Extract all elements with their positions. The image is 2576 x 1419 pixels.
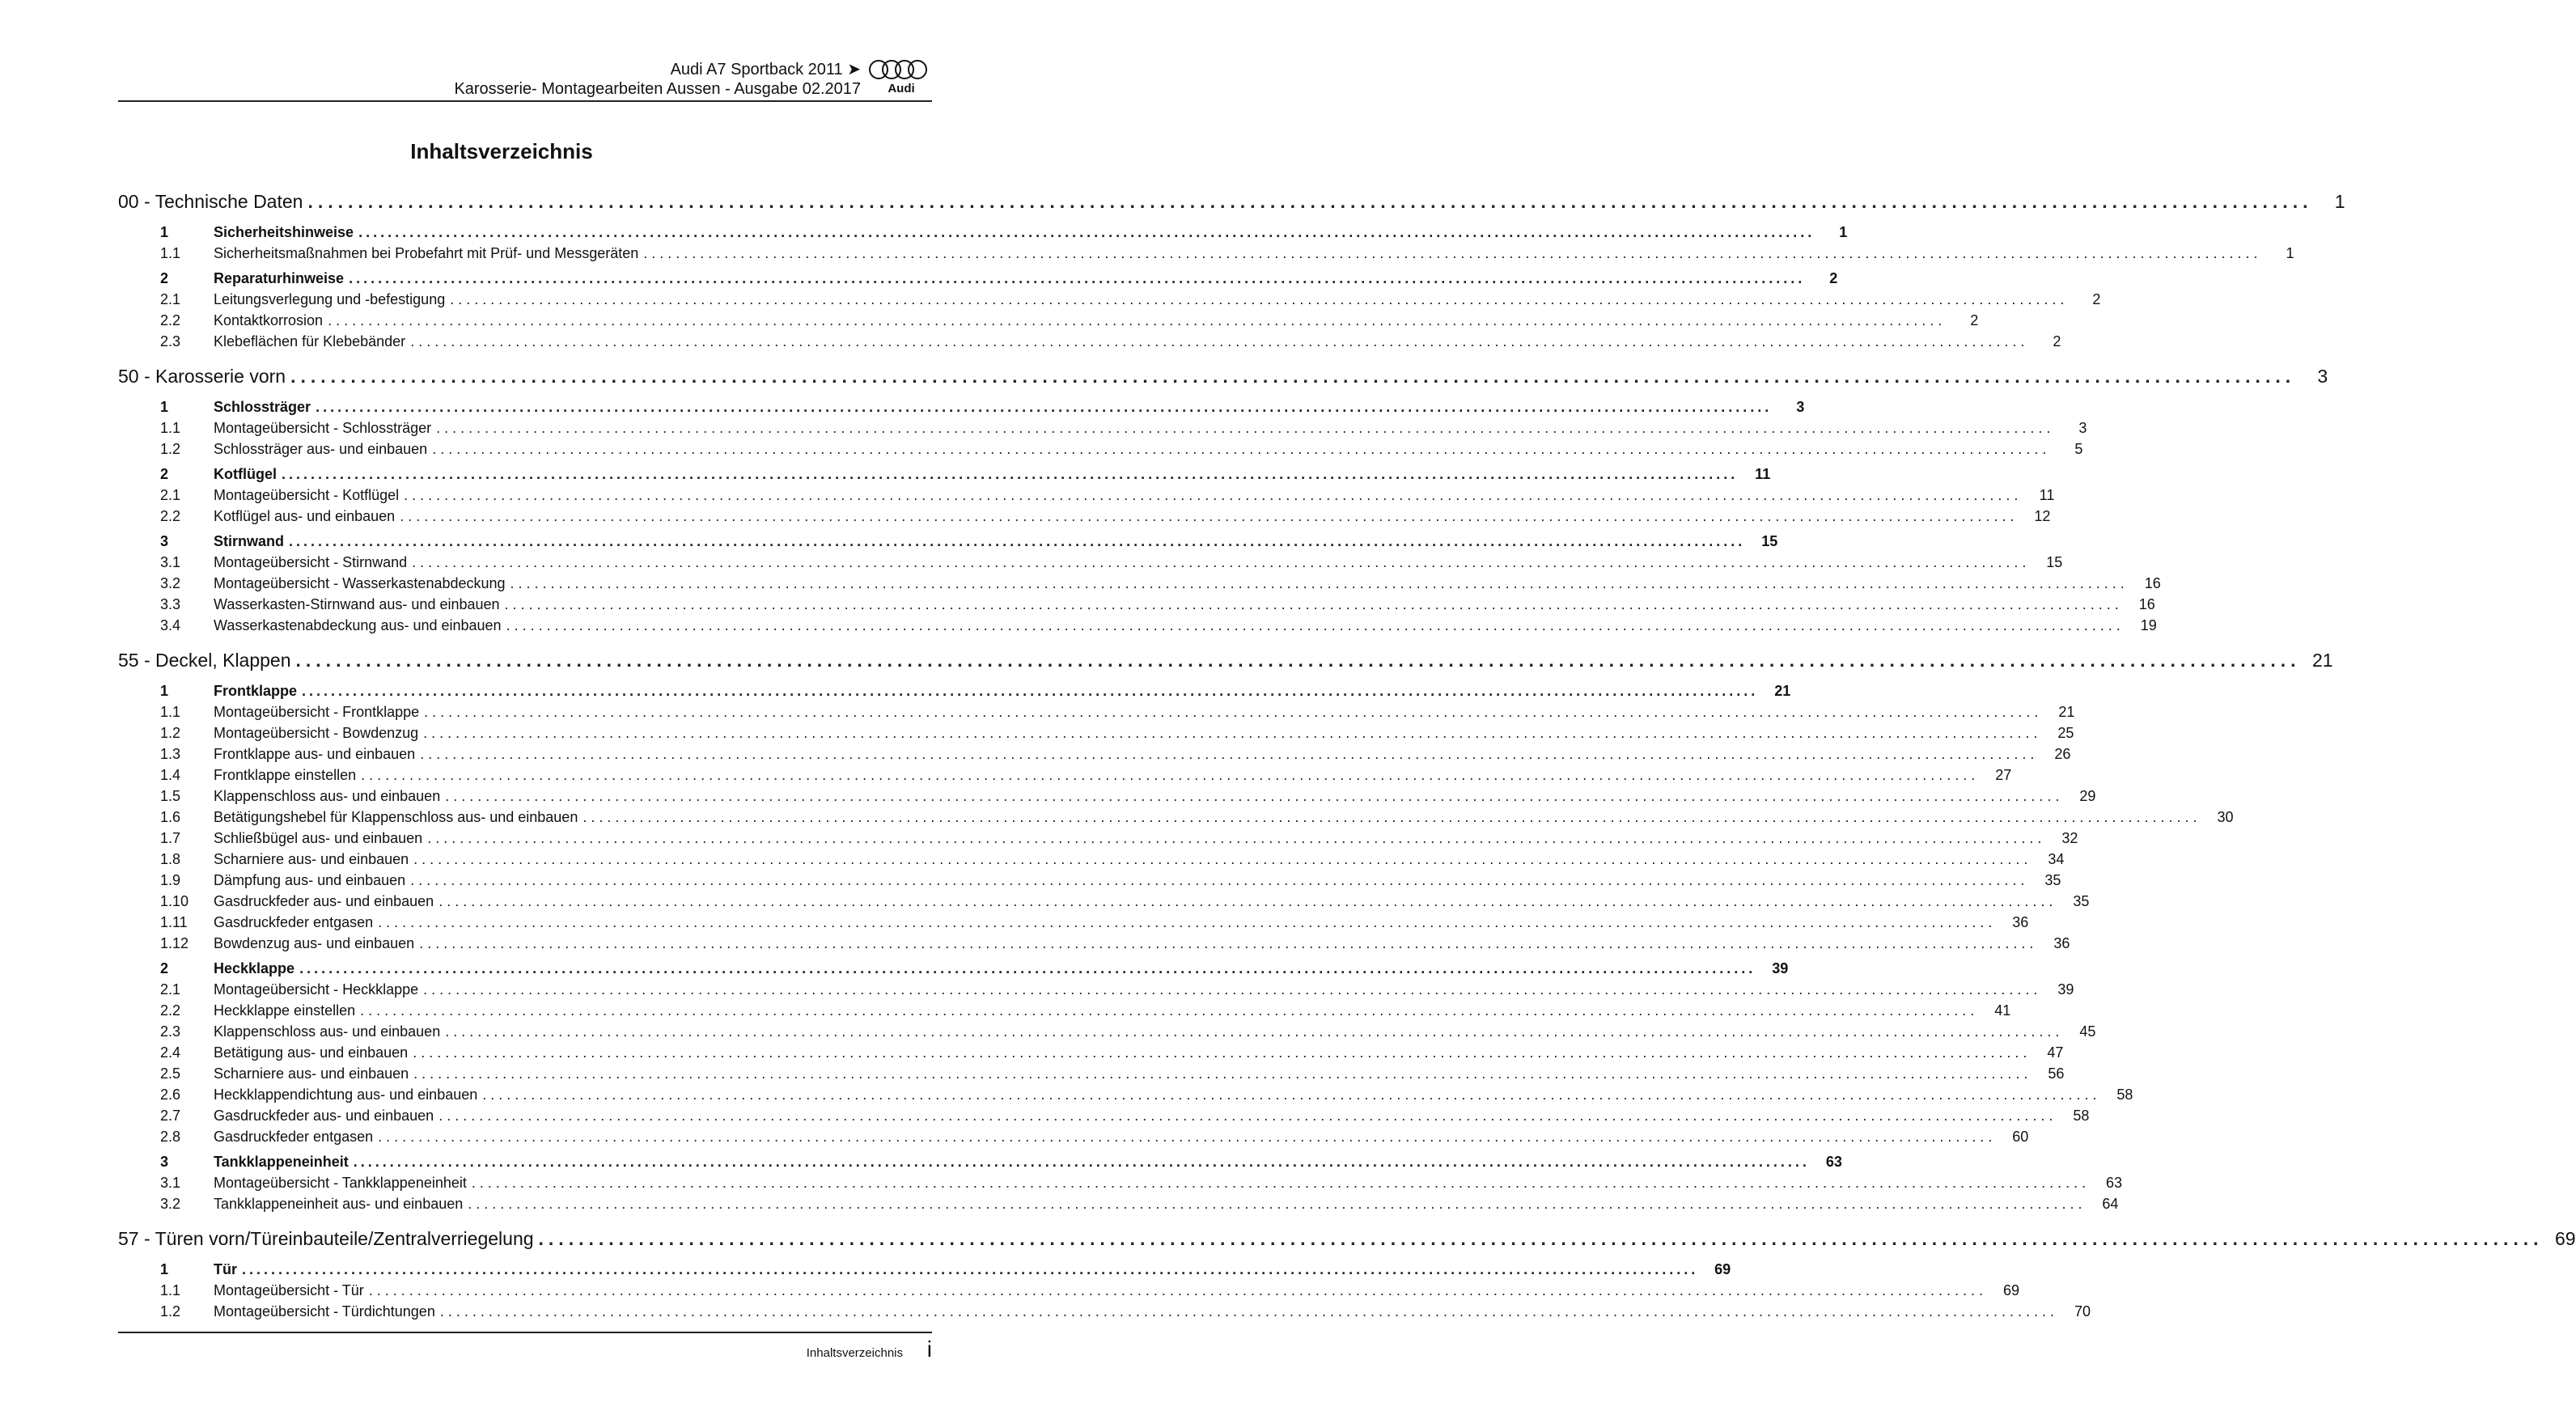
toc-label: Leitungsverlegung und -befestigung xyxy=(214,291,446,307)
dot-leader: ........................................................................................................................................................................................................ xyxy=(439,1303,2059,1319)
dot-leader: ........................................................................................................................................................................................................ xyxy=(506,617,2125,633)
toc-label: Schließbügel aus- und einbauen xyxy=(214,830,423,846)
toc-label: Montageübersicht - Kotflügel xyxy=(214,487,400,503)
toc-label: Wasserkasten-Stirnwand aus- und einbauen xyxy=(214,596,500,612)
toc-label: 55 - Deckel, Klappen xyxy=(118,650,291,671)
dot-leader: ........................................................................................................................................................................................................ xyxy=(307,191,2313,212)
toc-chapter-heading[interactable] xyxy=(118,191,2345,220)
page-footer xyxy=(118,1332,932,1362)
dot-leader: ........................................................................................................................................................................................................ xyxy=(290,366,2296,387)
toc-entry[interactable] xyxy=(118,617,2157,638)
toc-page-number: 11 xyxy=(1755,466,1771,482)
dot-leader: ........................................................................................................................................................................................................ xyxy=(349,270,1806,286)
toc-page-number: 56 xyxy=(2048,1065,2065,1082)
toc-entry[interactable] xyxy=(118,291,2101,312)
toc-number: 2.2 xyxy=(160,1002,181,1019)
dot-leader: ........................................................................................................................................................................................................ xyxy=(282,466,1739,482)
toc-entry[interactable] xyxy=(118,1065,2065,1086)
toc-number: 1 xyxy=(160,683,169,699)
toc-label: Gasdruckfeder entgasen xyxy=(214,914,374,930)
toc-number: 3.1 xyxy=(160,554,181,570)
toc-page-number: 58 xyxy=(2116,1086,2133,1103)
toc-entry[interactable] xyxy=(118,1129,2029,1150)
toc-page-number: 16 xyxy=(2138,596,2155,612)
toc-entry[interactable] xyxy=(118,704,2075,725)
toc-page-number: 1 xyxy=(2286,245,2294,261)
toc-entry[interactable] xyxy=(118,441,2083,462)
toc-number: 1.2 xyxy=(160,441,181,457)
dot-leader: ........................................................................................................................................................................................................ xyxy=(504,596,2123,612)
dot-leader: ........................................................................................................................................................................................................ xyxy=(378,914,1997,930)
toc-label: Schlossträger aus- und einbauen xyxy=(214,441,428,457)
dot-leader: ........................................................................................................................................................................................................ xyxy=(424,704,2043,720)
toc-entry[interactable] xyxy=(118,420,2087,441)
toc-section-heading[interactable] xyxy=(118,533,1778,554)
dot-leader: ........................................................................................................................................................................................................ xyxy=(420,746,2039,762)
toc-page-number: 36 xyxy=(2012,914,2029,930)
toc-number: 1 xyxy=(160,399,169,415)
toc-page-number: 69 xyxy=(2002,1282,2019,1298)
dot-leader: ........................................................................................................................................................................................................ xyxy=(450,291,2069,307)
dot-leader: ........................................................................................................................................................................................................ xyxy=(482,1086,2101,1103)
toc-page-number: 21 xyxy=(2058,704,2075,720)
toc-section xyxy=(118,683,2234,956)
toc-entry[interactable] xyxy=(118,767,2012,788)
dot-leader: ........................................................................................................................................................................................................ xyxy=(299,960,1756,976)
toc-page-number: 2 xyxy=(1970,312,1979,328)
toc-page-number: 3 xyxy=(1796,399,1805,415)
toc-entry[interactable] xyxy=(118,872,2061,893)
toc-entry[interactable] xyxy=(118,1303,2091,1324)
toc-number: 3.3 xyxy=(160,596,181,612)
toc-page-number: 64 xyxy=(2102,1196,2119,1212)
toc-entry[interactable] xyxy=(118,935,2070,956)
toc-page-number: 2 xyxy=(1829,270,1838,286)
toc-number: 2.8 xyxy=(160,1129,181,1145)
toc-entry[interactable] xyxy=(118,725,2074,746)
toc-page-number: 60 xyxy=(2012,1129,2029,1145)
toc-page-number: 2 xyxy=(2092,291,2101,307)
toc-label: Betätigungshebel für Klappenschloss aus- und einbauen xyxy=(214,809,578,825)
toc-number: 1.9 xyxy=(160,872,181,888)
toc-entry[interactable] xyxy=(118,809,2234,830)
toc-entry[interactable] xyxy=(118,746,2071,767)
dot-leader: ........................................................................................................................................................................................................ xyxy=(432,441,2051,457)
toc-label: Montageübersicht - Tür xyxy=(214,1282,364,1298)
toc-entry[interactable] xyxy=(118,333,2061,354)
footer-page-number: i xyxy=(926,1336,932,1362)
dot-leader: ........................................................................................................................................................................................................ xyxy=(439,1108,2057,1124)
toc-page-number: 45 xyxy=(2079,1023,2096,1040)
toc-label: Montageübersicht - Wasserkastenabdeckung xyxy=(214,575,506,591)
toc-number: 1.1 xyxy=(160,704,181,720)
dot-leader: ........................................................................................................................................................................................................ xyxy=(410,872,2029,888)
toc-entry[interactable] xyxy=(118,1282,2019,1303)
toc-page-number: 47 xyxy=(2047,1044,2064,1061)
toc-entry[interactable] xyxy=(118,851,2065,872)
toc-page-number: 39 xyxy=(1772,960,1789,976)
toc-label: Gasdruckfeder aus- und einbauen xyxy=(214,1108,434,1124)
dot-leader: ........................................................................................................................................................................................................ xyxy=(289,533,1746,549)
dot-leader: ........................................................................................................................................................................................................ xyxy=(410,333,2029,349)
toc-number: 2.7 xyxy=(160,1108,181,1124)
toc-number: 1.5 xyxy=(160,788,181,804)
toc-label: 57 - Türen vorn/Türeinbauteile/Zentralverriegelung xyxy=(118,1228,534,1249)
toc-entry[interactable] xyxy=(118,1002,2011,1023)
toc-section xyxy=(118,270,2101,354)
toc-section xyxy=(118,466,2055,529)
toc-section-heading[interactable] xyxy=(118,1154,1842,1175)
toc-page-number: 35 xyxy=(2044,872,2061,888)
toc-label: Sicherheitshinweise xyxy=(214,224,354,240)
toc-entry[interactable] xyxy=(118,914,2029,935)
toc-page-number: 3 xyxy=(2317,366,2328,387)
toc-label: Kotflügel aus- und einbauen xyxy=(214,508,396,524)
toc-number: 3.4 xyxy=(160,617,181,633)
toc-number: 2 xyxy=(160,960,169,976)
toc-label: Scharniere aus- und einbauen xyxy=(214,851,409,867)
toc-entry[interactable] xyxy=(118,1044,2064,1065)
toc-chapter-heading[interactable] xyxy=(118,1228,2576,1257)
toc-page-number: 63 xyxy=(1825,1154,1842,1170)
toc-label: Reparaturhinweise xyxy=(214,270,345,286)
toc-label: Bowdenzug aus- und einbauen xyxy=(214,935,415,951)
toc-entry[interactable] xyxy=(118,575,2161,596)
toc-label: Schlossträger xyxy=(214,399,311,415)
toc-chapter xyxy=(118,366,2328,638)
toc-number: 1.6 xyxy=(160,809,181,825)
toc-label: Frontklappe xyxy=(214,683,298,699)
toc-page-number: 16 xyxy=(2144,575,2161,591)
toc-entry[interactable] xyxy=(118,830,2078,851)
toc-section xyxy=(118,960,2133,1150)
toc-section-heading[interactable] xyxy=(118,399,1805,420)
dot-leader: ........................................................................................................................................................................................................ xyxy=(538,1228,2544,1249)
toc-entry[interactable] xyxy=(118,1196,2119,1217)
toc-number: 1.12 xyxy=(160,935,189,951)
toc-page-number: 35 xyxy=(2073,893,2090,909)
toc-label: Stirnwand xyxy=(214,533,285,549)
toc-page-number: 34 xyxy=(2048,851,2065,867)
dot-leader: ........................................................................................................................................................................................................ xyxy=(400,508,2019,524)
toc-number: 3.2 xyxy=(160,1196,181,1212)
toc-label: Tankklappeneinheit aus- und einbauen xyxy=(214,1196,464,1212)
toc-entry[interactable] xyxy=(118,1175,2123,1196)
toc-page-number: 26 xyxy=(2054,746,2071,762)
toc-label: Montageübersicht - Türdichtungen xyxy=(214,1303,435,1319)
audi-logo-text: Audi xyxy=(888,82,915,95)
toc-entry[interactable] xyxy=(118,981,2074,1002)
toc-label: Montageübersicht - Schlossträger xyxy=(214,420,432,436)
toc-page-number: 69 xyxy=(1714,1261,1731,1277)
toc-number: 3 xyxy=(160,533,169,549)
toc-section-heading[interactable] xyxy=(118,960,1789,981)
toc-number: 1.4 xyxy=(160,767,181,783)
toc-number: 1.1 xyxy=(160,420,181,436)
toc-page-number: 70 xyxy=(2074,1303,2091,1319)
toc-chapter xyxy=(118,191,2345,354)
toc-page-number: 63 xyxy=(2106,1175,2123,1191)
dot-leader: ........................................................................................................................................................................................................ xyxy=(439,893,2057,909)
toc-entry[interactable] xyxy=(118,312,1979,333)
toc-label: Klebeflächen für Klebebänder xyxy=(214,333,406,349)
toc-number: 2 xyxy=(160,270,169,286)
toc-number: 2.1 xyxy=(160,981,181,998)
toc-chapter-heading[interactable] xyxy=(118,366,2328,395)
dot-leader: ........................................................................................................................................................................................................ xyxy=(423,981,2042,998)
toc-label: Scharniere aus- und einbauen xyxy=(214,1065,409,1082)
toc-label: Betätigung aus- und einbauen xyxy=(214,1044,409,1061)
toc-label: Klappenschloss aus- und einbauen xyxy=(214,1023,441,1040)
dot-leader: ........................................................................................................................................................................................................ xyxy=(295,650,2301,671)
dot-leader: ........................................................................................................................................................................................................ xyxy=(468,1196,2087,1212)
toc-section xyxy=(118,533,2161,638)
toc-page-number: 3 xyxy=(2078,420,2087,436)
dot-leader: ........................................................................................................................................................................................................ xyxy=(358,224,1815,240)
toc-number: 1.10 xyxy=(160,893,189,909)
toc-entry[interactable] xyxy=(118,245,2294,266)
header-vehicle: Audi A7 Sportback 2011 ➤ xyxy=(670,61,861,78)
toc-label: Heckklappe xyxy=(214,960,295,976)
toc-number: 2.1 xyxy=(160,487,181,503)
toc-label: Heckklappe einstellen xyxy=(214,1002,356,1019)
toc-label: Kontaktkorrosion xyxy=(214,312,324,328)
toc-label: Gasdruckfeder aus- und einbauen xyxy=(214,893,434,909)
toc-entry[interactable] xyxy=(118,788,2096,809)
dot-leader: ........................................................................................................................................................................................................ xyxy=(242,1261,1699,1277)
toc-page-number: 21 xyxy=(1774,683,1791,699)
dot-leader: ........................................................................................................................................................................................................ xyxy=(436,420,2055,436)
dot-leader: ........................................................................................................................................................................................................ xyxy=(419,935,2038,951)
toc-label: Wasserkastenabdeckung aus- und einbauen xyxy=(214,617,502,633)
dot-leader: ........................................................................................................................................................................................................ xyxy=(413,1044,2032,1061)
page-title: Inhaltsverzeichnis xyxy=(410,139,593,163)
toc-section-heading[interactable] xyxy=(118,1261,1731,1282)
dot-leader: ........................................................................................................................................................................................................ xyxy=(445,1023,2064,1040)
toc-page-number: 39 xyxy=(2057,981,2074,998)
toc-number: 1 xyxy=(160,1261,169,1277)
dot-leader: ........................................................................................................................................................................................................ xyxy=(583,809,2201,825)
toc-label: Heckklappendichtung aus- und einbauen xyxy=(214,1086,478,1103)
toc-number: 3 xyxy=(160,1154,169,1170)
audi-logo xyxy=(867,58,932,97)
toc-number: 1 xyxy=(160,224,169,240)
toc-number: 2.6 xyxy=(160,1086,181,1103)
toc-page-number: 25 xyxy=(2057,725,2074,741)
toc-page-number: 27 xyxy=(1995,767,2012,783)
toc-entry[interactable] xyxy=(118,893,2090,914)
toc-number: 2.2 xyxy=(160,312,181,328)
toc-number: 1.3 xyxy=(160,746,181,762)
toc-page-number: 41 xyxy=(1994,1002,2011,1019)
page-header xyxy=(118,55,932,102)
dot-leader: ........................................................................................................................................................................................................ xyxy=(328,312,1947,328)
toc-label: Montageübersicht - Bowdenzug xyxy=(214,725,419,741)
toc-number: 2.3 xyxy=(160,333,181,349)
toc-entry[interactable] xyxy=(118,487,2055,508)
toc-label: Montageübersicht - Frontklappe xyxy=(214,704,420,720)
toc-section-heading[interactable] xyxy=(118,466,1771,487)
toc-page-number: 11 xyxy=(2039,487,2055,503)
toc-label: Sicherheitsmaßnahmen bei Probefahrt mit Prüf- und Messgeräten xyxy=(214,245,639,261)
dot-leader: ........................................................................................................................................................................................................ xyxy=(423,725,2042,741)
toc-entry[interactable] xyxy=(118,508,2051,529)
dot-leader: ........................................................................................................................................................................................................ xyxy=(510,575,2129,591)
toc-page-number: 21 xyxy=(2311,650,2333,671)
toc-label: Frontklappe einstellen xyxy=(214,767,357,783)
toc-label: Frontklappe aus- und einbauen xyxy=(214,746,416,762)
dot-leader: ........................................................................................................................................................................................................ xyxy=(378,1129,1997,1145)
toc-number: 3.1 xyxy=(160,1175,181,1191)
toc-label: Montageübersicht - Stirnwand xyxy=(214,554,408,570)
toc-label: Tankklappeneinheit xyxy=(214,1154,349,1170)
toc-page-number: 69 xyxy=(2554,1228,2576,1249)
dot-leader: ........................................................................................................................................................................................................ xyxy=(368,1282,1987,1298)
table-of-contents xyxy=(118,191,2576,1324)
toc-section-heading[interactable] xyxy=(118,683,1791,704)
dot-leader: ........................................................................................................................................................................................................ xyxy=(643,245,2262,261)
toc-page-number: 15 xyxy=(1761,533,1778,549)
toc-page-number: 36 xyxy=(2053,935,2070,951)
toc-chapter-heading[interactable] xyxy=(118,650,2333,679)
toc-label: Gasdruckfeder entgasen xyxy=(214,1129,374,1145)
toc-page-number: 2 xyxy=(2053,333,2061,349)
toc-entry[interactable] xyxy=(118,596,2155,617)
toc-page-number: 32 xyxy=(2061,830,2078,846)
toc-label: Kotflügel xyxy=(214,466,277,482)
toc-page-number: 29 xyxy=(2079,788,2096,804)
toc-number: 2.3 xyxy=(160,1023,181,1040)
toc-section-heading[interactable] xyxy=(118,224,1848,245)
toc-number: 1.8 xyxy=(160,851,181,867)
toc-entry[interactable] xyxy=(118,554,2063,575)
toc-label: 00 - Technische Daten xyxy=(118,191,303,212)
toc-label: 50 - Karosserie vorn xyxy=(118,366,286,387)
toc-number: 2.2 xyxy=(160,508,181,524)
toc-entry[interactable] xyxy=(118,1086,2133,1108)
toc-number: 2 xyxy=(160,466,169,482)
dot-leader: ........................................................................................................................................................................................................ xyxy=(413,851,2032,867)
dot-leader: ........................................................................................................................................................................................................ xyxy=(302,683,1759,699)
toc-number: 1.2 xyxy=(160,1303,181,1319)
toc-entry[interactable] xyxy=(118,1108,2090,1129)
footer-label: Inhaltsverzeichnis xyxy=(806,1346,903,1360)
toc-number: 1.7 xyxy=(160,830,181,846)
toc-page-number: 19 xyxy=(2140,617,2157,633)
toc-entry[interactable] xyxy=(118,1023,2096,1044)
dot-leader: ........................................................................................................................................................................................................ xyxy=(412,554,2031,570)
toc-number: 1.2 xyxy=(160,725,181,741)
toc-page-number: 58 xyxy=(2073,1108,2090,1124)
dot-leader: ........................................................................................................................................................................................................ xyxy=(316,399,1773,415)
toc-number: 1.1 xyxy=(160,1282,181,1298)
toc-page-number: 1 xyxy=(2334,191,2345,212)
toc-section xyxy=(118,1154,2123,1217)
toc-section xyxy=(118,224,2294,266)
toc-label: Dämpfung aus- und einbauen xyxy=(214,872,406,888)
toc-number: 2.4 xyxy=(160,1044,181,1061)
dot-leader: ........................................................................................................................................................................................................ xyxy=(361,767,1980,783)
dot-leader: ........................................................................................................................................................................................................ xyxy=(427,830,2046,846)
toc-number: 3.2 xyxy=(160,575,181,591)
toc-section-heading[interactable] xyxy=(118,270,1838,291)
toc-page-number: 15 xyxy=(2046,554,2063,570)
toc-section xyxy=(118,399,2087,462)
dot-leader: ........................................................................................................................................................................................................ xyxy=(445,788,2064,804)
dot-leader: ........................................................................................................................................................................................................ xyxy=(471,1175,2091,1191)
toc-number: 2.1 xyxy=(160,291,181,307)
toc-label: Klappenschloss aus- und einbauen xyxy=(214,788,441,804)
header-manual-title: Karosserie- Montagearbeiten Aussen - Ausgabe 02.2017 xyxy=(454,80,861,98)
toc-page-number: 12 xyxy=(2034,508,2051,524)
toc-label: Tür xyxy=(214,1261,237,1277)
toc-page-number: 5 xyxy=(2074,441,2083,457)
toc-chapter xyxy=(118,650,2333,1217)
dot-leader: ........................................................................................................................................................................................................ xyxy=(413,1065,2032,1082)
toc-page-number: 1 xyxy=(1839,224,1848,240)
toc-label: Montageübersicht - Heckklappe xyxy=(214,981,419,998)
dot-leader: ........................................................................................................................................................................................................ xyxy=(360,1002,1979,1019)
toc-number: 1.11 xyxy=(160,914,188,930)
toc-section xyxy=(118,1261,2091,1324)
toc-chapter xyxy=(118,1228,2576,1324)
toc-label: Montageübersicht - Tankklappeneinheit xyxy=(214,1175,467,1191)
toc-page-number: 30 xyxy=(2217,809,2234,825)
toc-number: 2.5 xyxy=(160,1065,181,1082)
dot-leader: ........................................................................................................................................................................................................ xyxy=(404,487,2023,503)
toc-number: 1.1 xyxy=(160,245,181,261)
dot-leader: ........................................................................................................................................................................................................ xyxy=(353,1154,1810,1170)
